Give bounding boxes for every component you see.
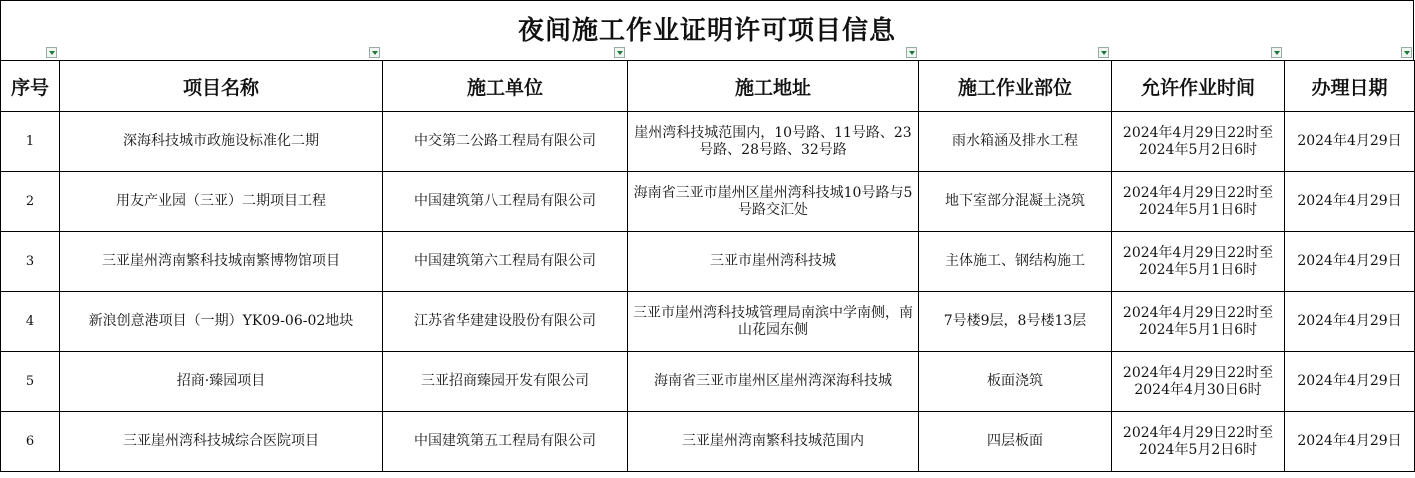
cell-date[interactable]: 2024年4月29日	[1285, 352, 1415, 412]
cell-part[interactable]: 雨水箱涵及排水工程	[919, 112, 1112, 172]
cell-name[interactable]: 招商·臻园项目	[60, 352, 383, 412]
filter-dropdown-icon[interactable]	[1271, 47, 1282, 58]
cell-date[interactable]: 2024年4月29日	[1285, 412, 1415, 472]
cell-no[interactable]: 4	[1, 292, 60, 352]
column-header-no[interactable]: 序号	[1, 61, 60, 112]
filter-dropdown-icon[interactable]	[46, 47, 57, 58]
header-row	[1, 61, 1415, 112]
cell-name[interactable]: 三亚崖州湾科技城综合医院项目	[60, 412, 383, 472]
cell-part[interactable]: 主体施工、钢结构施工	[919, 232, 1112, 292]
cell-date[interactable]: 2024年4月29日	[1285, 172, 1415, 232]
cell-time[interactable]: 2024年4月29日22时至2024年5月1日6时	[1112, 292, 1285, 352]
cell-part[interactable]: 7号楼9层，8号楼13层	[919, 292, 1112, 352]
filter-dropdown-icon[interactable]	[1098, 47, 1109, 58]
cell-unit[interactable]: 中交第二公路工程局有限公司	[383, 112, 628, 172]
cell-date[interactable]: 2024年4月29日	[1285, 292, 1415, 352]
permit-table	[0, 60, 1415, 472]
cell-unit[interactable]: 江苏省华建建设股份有限公司	[383, 292, 628, 352]
cell-part[interactable]: 四层板面	[919, 412, 1112, 472]
cell-no[interactable]: 2	[1, 172, 60, 232]
column-header-part[interactable]: 施工作业部位	[919, 61, 1112, 112]
filter-dropdown-icon[interactable]	[369, 47, 380, 58]
column-header-unit[interactable]: 施工单位	[383, 61, 628, 112]
cell-part[interactable]: 地下室部分混凝土浇筑	[919, 172, 1112, 232]
cell-time[interactable]: 2024年4月29日22时至2024年5月1日6时	[1112, 172, 1285, 232]
cell-address[interactable]: 三亚市崖州湾科技城	[628, 232, 919, 292]
cell-address[interactable]: 三亚崖州湾南繁科技城范围内	[628, 412, 919, 472]
table-row	[1, 412, 1415, 472]
column-header-name[interactable]: 项目名称	[60, 61, 383, 112]
cell-name[interactable]: 用友产业园（三亚）二期项目工程	[60, 172, 383, 232]
sheet-title: 夜间施工作业证明许可项目信息	[517, 16, 896, 46]
cell-time[interactable]: 2024年4月29日22时至2024年4月30日6时	[1112, 352, 1285, 412]
cell-no[interactable]: 1	[1, 112, 60, 172]
filter-dropdown-icon[interactable]	[1401, 47, 1412, 58]
cell-unit[interactable]: 中国建筑第八工程局有限公司	[383, 172, 628, 232]
column-header-address[interactable]: 施工地址	[628, 61, 919, 112]
cell-unit[interactable]: 中国建筑第五工程局有限公司	[383, 412, 628, 472]
filter-dropdown-icon[interactable]	[906, 47, 917, 58]
cell-no[interactable]: 5	[1, 352, 60, 412]
column-header-time[interactable]: 允许作业时间	[1112, 61, 1285, 112]
table-row	[1, 292, 1415, 352]
cell-time[interactable]: 2024年4月29日22时至2024年5月2日6时	[1112, 412, 1285, 472]
cell-date[interactable]: 2024年4月29日	[1285, 112, 1415, 172]
cell-unit[interactable]: 三亚招商臻园开发有限公司	[383, 352, 628, 412]
cell-name[interactable]: 三亚崖州湾南繁科技城南繁博物馆项目	[60, 232, 383, 292]
cell-time[interactable]: 2024年4月29日22时至2024年5月1日6时	[1112, 232, 1285, 292]
cell-date[interactable]: 2024年4月29日	[1285, 232, 1415, 292]
cell-address[interactable]: 海南省三亚市崖州区崖州湾科技城10号路与5号路交汇处	[628, 172, 919, 232]
table-row	[1, 172, 1415, 232]
table-row	[1, 232, 1415, 292]
cell-address[interactable]: 三亚市崖州湾科技城管理局南滨中学南侧，南山花园东侧	[628, 292, 919, 352]
cell-part[interactable]: 板面浇筑	[919, 352, 1112, 412]
cell-no[interactable]: 6	[1, 412, 60, 472]
cell-time[interactable]: 2024年4月29日22时至2024年5月2日6时	[1112, 112, 1285, 172]
table-row	[1, 352, 1415, 412]
table-row	[1, 112, 1415, 172]
cell-name[interactable]: 深海科技城市政施设标准化二期	[60, 112, 383, 172]
cell-unit[interactable]: 中国建筑第六工程局有限公司	[383, 232, 628, 292]
column-header-date[interactable]: 办理日期	[1285, 61, 1415, 112]
cell-address[interactable]: 海南省三亚市崖州区崖州湾深海科技城	[628, 352, 919, 412]
filter-dropdown-icon[interactable]	[614, 47, 625, 58]
cell-address[interactable]: 崖州湾科技城范围内，10号路、11号路、23号路、28号路、32号路	[628, 112, 919, 172]
cell-no[interactable]: 3	[1, 232, 60, 292]
cell-name[interactable]: 新浪创意港项目（一期）YK09-06-02地块	[60, 292, 383, 352]
title-row	[0, 0, 1414, 61]
